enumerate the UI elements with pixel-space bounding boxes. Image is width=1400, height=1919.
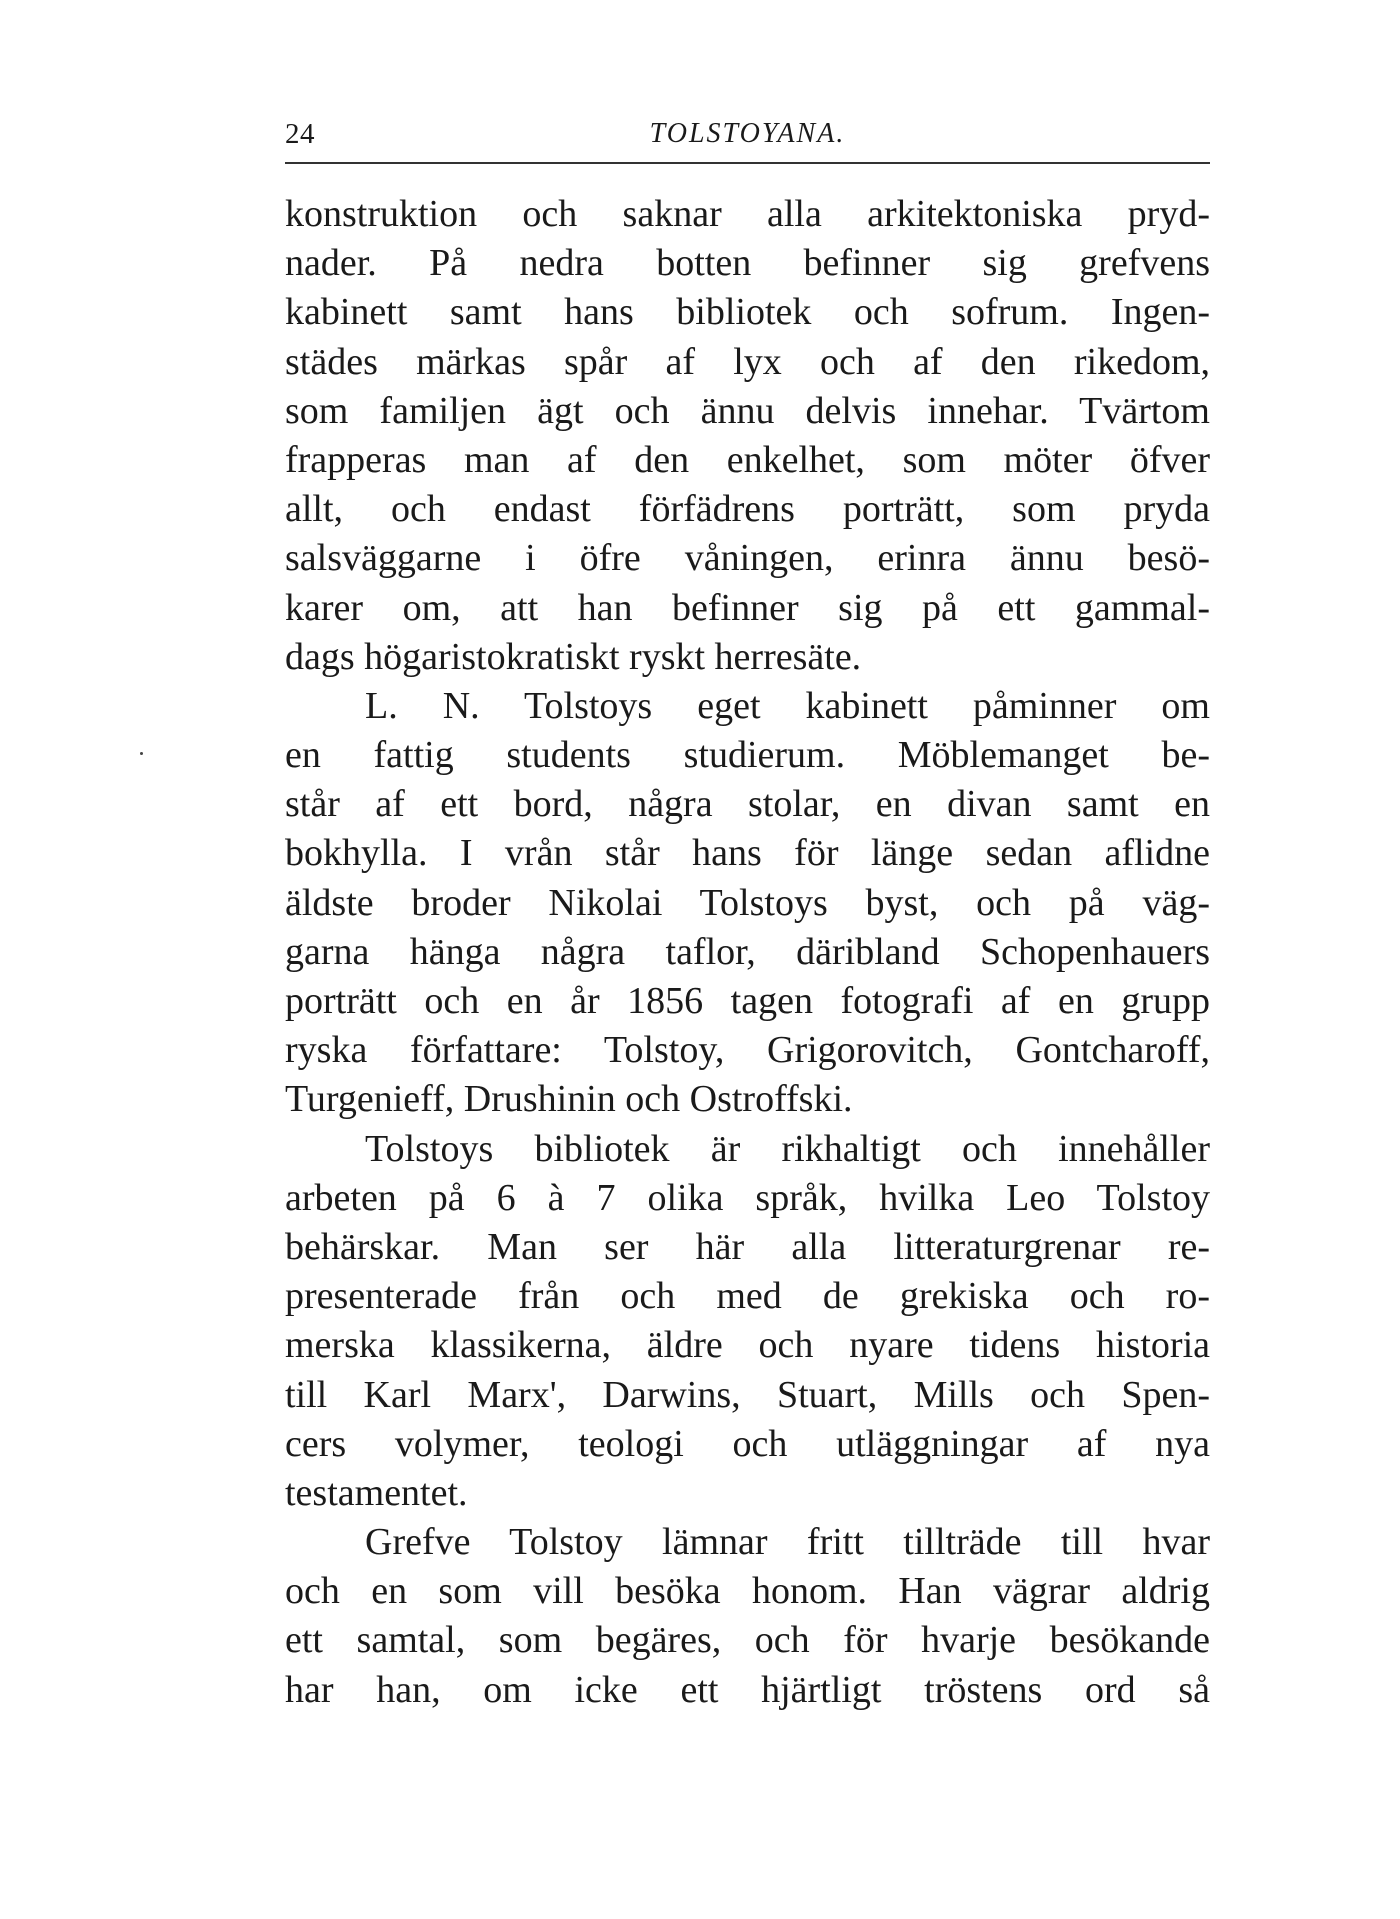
- text-line: garna hänga några taflor, däribland Schopenhauers: [285, 930, 1210, 973]
- body-text: [285, 190, 1210, 1715]
- text-line: Turgenieff, Drushinin och Ostroffski.: [285, 1078, 853, 1121]
- text-line: behärskar. Man ser här alla litteraturgrenar re-: [285, 1225, 1210, 1268]
- text-line: cers volymer, teologi och utläggningar af nya: [285, 1422, 1210, 1465]
- running-title: TOLSTOYANA.: [649, 118, 846, 149]
- text-line: konstruktion och saknar alla arkitektoniska pryd-: [285, 193, 1210, 235]
- text-line: står af ett bord, några stolar, en divan samt en: [285, 783, 1210, 826]
- text-line: som familjen ägt och ännu delvis innehar. Tvärtom: [285, 389, 1210, 432]
- text-line: kabinett samt hans bibliotek och sofrum. Ingen-: [285, 291, 1210, 334]
- page-number: 24: [285, 118, 315, 150]
- text-line: Tolstoys bibliotek är rikhaltigt och innehåller: [365, 1127, 1210, 1170]
- text-line: allt, och endast förfädrens porträtt, som pryda: [285, 488, 1210, 531]
- text-line: arbeten på 6 à 7 olika språk, hvilka Leo Tolstoy: [285, 1176, 1210, 1219]
- header-rule: [285, 162, 1210, 164]
- text-line: ett samtal, som begäres, och för hvarje besökande: [285, 1619, 1210, 1662]
- margin-speck: [140, 752, 143, 755]
- text-line: L. N. Tolstoys eget kabinett påminner om: [365, 684, 1210, 727]
- running-head: [285, 118, 1210, 158]
- text-line: och en som vill besöka honom. Han vägrar aldrig: [285, 1570, 1210, 1613]
- text-line: salsväggarne i öfre våningen, erinra ännu besö-: [285, 537, 1210, 580]
- text-line: nader. På nedra botten befinner sig grefvens: [285, 242, 1210, 285]
- text-line: dags högaristokratiskt ryskt herresäte.: [285, 635, 862, 678]
- text-line: städes märkas spår af lyx och af den rikedom,: [285, 340, 1210, 383]
- text-line: till Karl Marx', Darwins, Stuart, Mills och Spen-: [285, 1373, 1210, 1416]
- text-line: porträtt och en år 1856 tagen fotografi af en grupp: [285, 980, 1210, 1022]
- text-line: ryska författare: Tolstoy, Grigorovitch, Gontcharoff,: [285, 1029, 1210, 1072]
- text-line: har han, om icke ett hjärtligt tröstens ord så: [285, 1668, 1210, 1711]
- text-line: testamentet.: [285, 1471, 468, 1514]
- text-line: en fattig students studierum. Möblemanget be-: [285, 734, 1210, 777]
- text-line: frapperas man af den enkelhet, som möter öfver: [285, 438, 1210, 481]
- text-line: bokhylla. I vrån står hans för länge sedan aflidne: [285, 832, 1210, 875]
- text-line: presenterade från och med de grekiska och ro-: [285, 1275, 1210, 1318]
- text-line: merska klassikerna, äldre och nyare tidens historia: [285, 1324, 1210, 1367]
- text-line: äldste broder Nikolai Tolstoys byst, och på väg-: [285, 881, 1210, 924]
- text-line: karer om, att han befinner sig på ett gammal-: [285, 586, 1210, 629]
- text-line: Grefve Tolstoy lämnar fritt tillträde till hvar: [365, 1521, 1210, 1564]
